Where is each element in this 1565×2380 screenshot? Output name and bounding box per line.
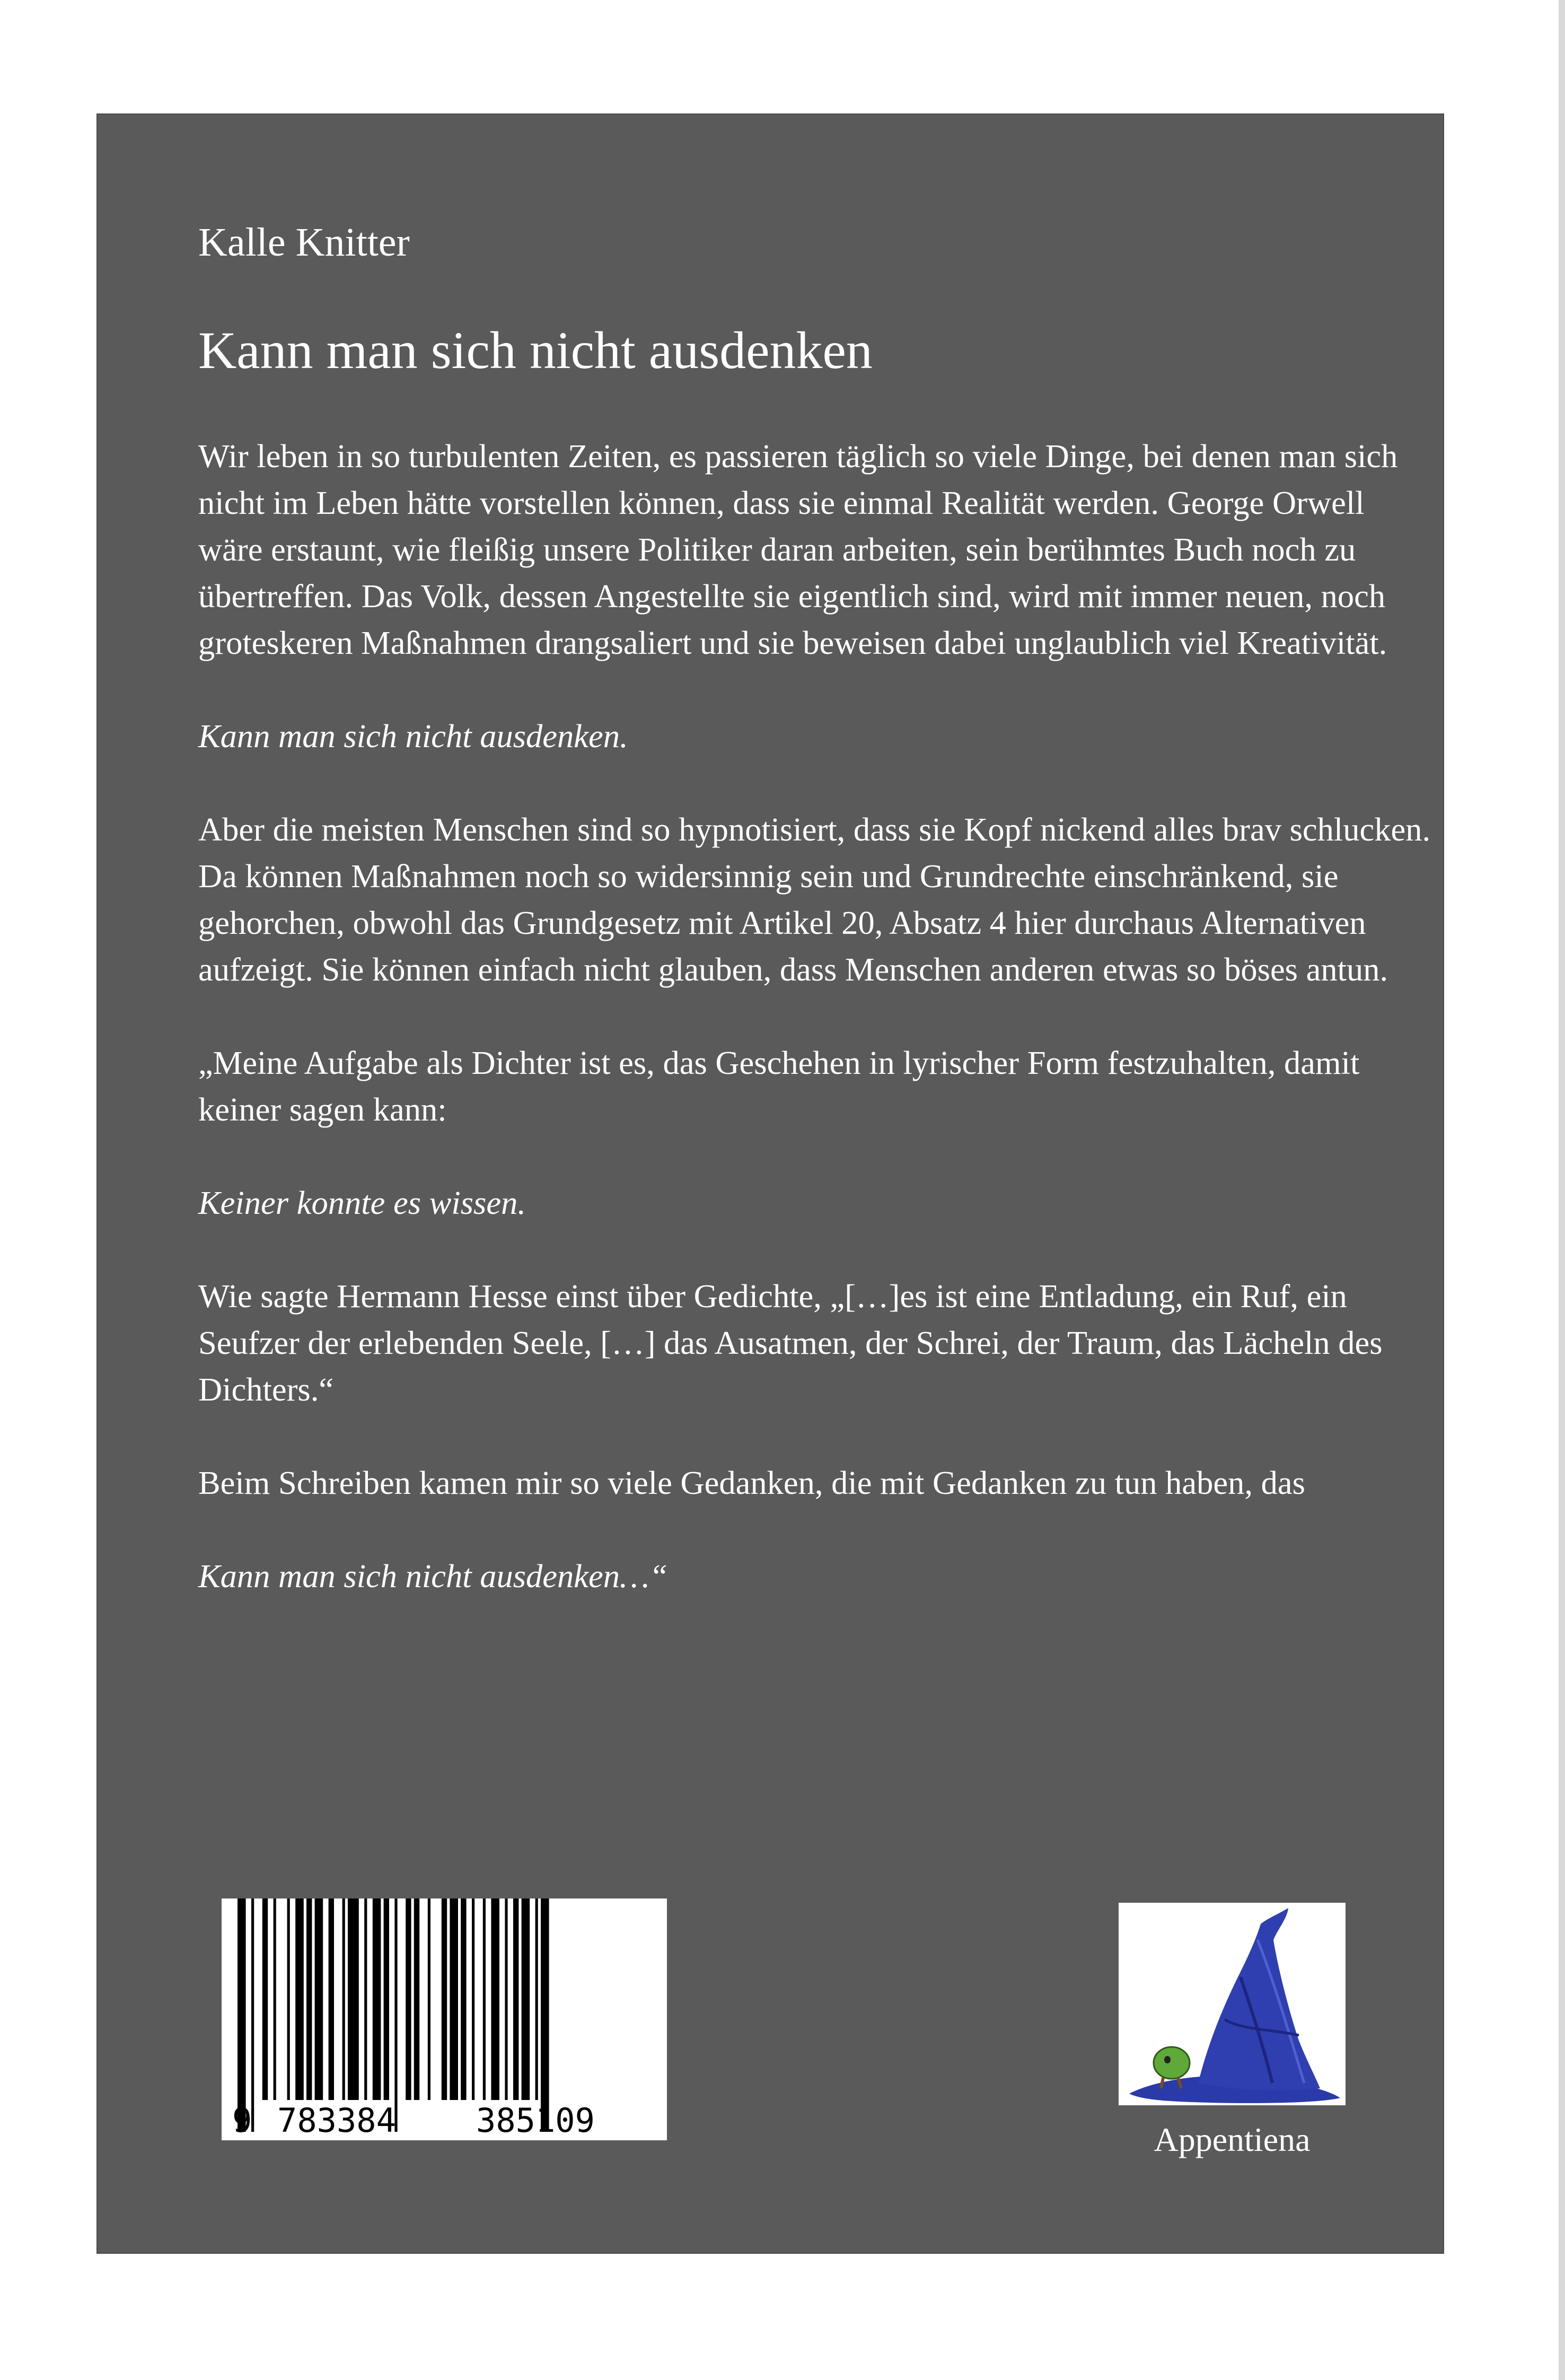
barcode-bar xyxy=(541,1898,549,2132)
barcode-bar xyxy=(491,1898,499,2100)
blurb-paragraph: Kann man sich nicht ausdenken. xyxy=(198,718,628,755)
barcode-bar xyxy=(428,1898,430,2100)
blurb-paragraph: Kann man sich nicht ausdenken…“ xyxy=(198,1558,668,1595)
barcode-bar xyxy=(442,1898,447,2100)
barcode-left-digits: 783384 xyxy=(277,2101,396,2140)
publisher-name: Appentiena xyxy=(1154,2121,1311,2158)
blurb-paragraph: „Meine Aufgabe als Dichter ist es, das Geschehen in lyrischer Form festzuhalten, damit keiner sagen kann: xyxy=(198,1044,1360,1128)
barcode-bar xyxy=(251,1898,254,2132)
barcode-bar xyxy=(483,1898,486,2100)
blurb-text xyxy=(198,433,1434,1646)
barcode-bar xyxy=(535,1898,538,2100)
barcode-bar xyxy=(348,1898,359,2100)
blurb-paragraph: Aber die meisten Menschen sind so hypnotisiert, dass sie Kopf nickend alles brav schlucken. Da können Maßnahmen noch so widersinnig sein und Grundrechte einschränkend, sie gehorchen, obwohl das Grundgesetz mit Artikel 20, Absatz 4 hier durchaus Alternativen aufzeigt. Sie können einfach nicht glauben, dass Menschen anderen etwas so böses antun. xyxy=(198,811,1431,988)
isbn-barcode xyxy=(222,1898,667,2140)
barcode-bar xyxy=(505,1898,507,2100)
barcode-bar xyxy=(295,1898,304,2100)
author-name: Kalle Knitter xyxy=(198,220,410,265)
barcode-bar xyxy=(414,1898,419,2100)
barcode-bar xyxy=(364,1898,367,2100)
barcode-bar xyxy=(329,1898,334,2100)
blurb-paragraph: Beim Schreiben kamen mir so viele Gedanken, die mit Gedanken zu tun haben, das xyxy=(198,1464,1305,1501)
barcode-lead-digit: 9 xyxy=(232,2101,252,2140)
barcode-bar xyxy=(342,1898,345,2100)
wizard-hat-icon xyxy=(1119,1903,1346,2105)
barcode-bar xyxy=(287,1898,290,2100)
barcode-bar xyxy=(522,1898,530,2100)
barcode-bar xyxy=(406,1898,411,2100)
page-edge xyxy=(1559,0,1565,2380)
blurb-paragraph: Keiner konnte es wissen. xyxy=(198,1184,526,1221)
barcode-bars xyxy=(238,1898,549,2132)
barcode-bar xyxy=(315,1898,323,2100)
barcode-right-digits: 385109 xyxy=(476,2101,595,2140)
book-title: Kann man sich nicht ausdenken xyxy=(198,321,873,380)
blurb-paragraph: Wie sagte Hermann Hesse einst über Gedichte, „[…]es ist eine Entladung, ein Ruf, ein Seufzer der erlebenden Seele, […] das Ausatmen, der Schrei, der Traum, das Lächeln des Dichters.“ xyxy=(198,1278,1383,1408)
blurb-paragraph: Wir leben in so turbulenten Zeiten, es passieren täglich so viele Dinge, bei denen man sich nicht im Leben hätte vorstellen können, dass sie einmal Realität werden. George Orwell wäre erstaunt, wie fleißig unsere Politiker daran arbeiten, sein berühmtes Buch noch zu übertreffen. Das Volk, dessen Angestellte sie eigentlich sind, wird mit immer neuen, noch groteskeren Maßnahmen drangsaliert und sie beweisen dabei unglaublich viel Kreativität. xyxy=(198,438,1398,661)
barcode-bar xyxy=(306,1898,312,2100)
barcode-bar xyxy=(450,1898,458,2100)
barcode-bar xyxy=(262,1898,268,2100)
book-back-cover xyxy=(96,113,1444,2254)
barcode-bar xyxy=(461,1898,466,2100)
barcode-bar xyxy=(472,1898,474,2100)
barcode-bar xyxy=(274,1898,276,2100)
barcode-bar xyxy=(394,1898,397,2132)
barcode-bar xyxy=(384,1898,389,2100)
barcode-bar xyxy=(373,1898,381,2100)
barcode-bar xyxy=(513,1898,518,2100)
barcode-bar xyxy=(238,1898,246,2132)
